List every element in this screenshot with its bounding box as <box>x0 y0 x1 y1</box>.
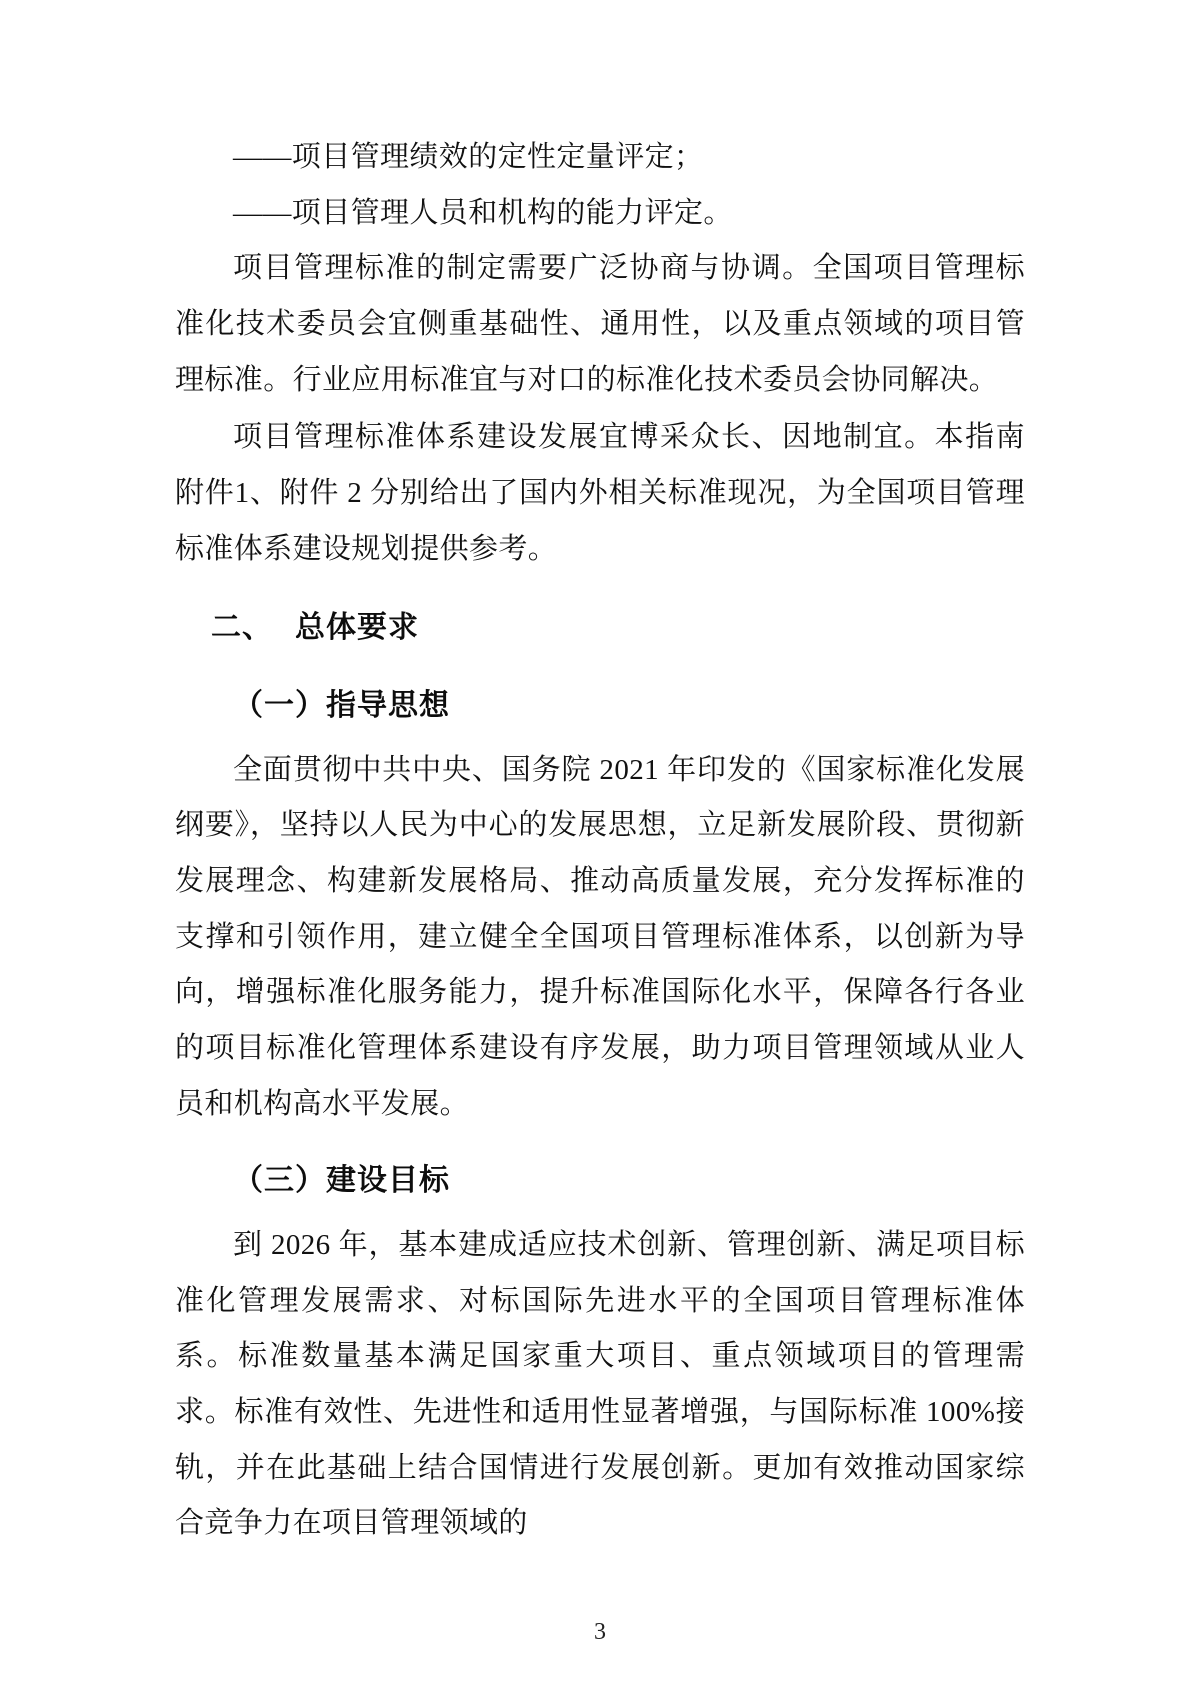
list-item-dash-2: ——项目管理人员和机构的能力评定。 <box>233 196 733 229</box>
subsection-heading-construction-goals: （三）建设目标 <box>233 1163 450 1199</box>
section-heading-overall-requirements <box>175 599 1025 657</box>
paragraph-guiding-ideology-body: 全面贯彻中共中央、国务院 2021 年印发的《国家标准化发展纲要》，坚持以人民为中心的发展思想，立足新发展阶段、贯彻新发展理念、构建新发展格局、推动高质量发展，充分发挥标准的支撑和引领作用，建立健全全国项目管理标准体系，以创新为导向，增强标准化服务能力，提升标准国际化水平，保障各行各业的项目标准化管理体系建设有序发展，助力项目管理领域从业人员和机构高水平发展。 <box>175 753 1025 1120</box>
paragraph-construction-goals-body: 到 2026 年，基本建成适应技术创新、管理创新、满足项目标准化管理发展需求、对标国际先进水平的全国项目管理标准体系。标准数量基本满足国家重大项目、重点领域项目的管理需求。标准有效性、先进性和适用性显著增强，与国际标准 100%接轨，并在此基础上结合国情进行发展创新。更加有效推动国家综合竞争力在项目管理领域的 <box>175 1228 1025 1540</box>
section-number: 二、 <box>211 610 273 646</box>
section-heading-text: 总体要求 <box>295 610 419 646</box>
paragraph-standards-consultation: 项目管理标准的制定需要广泛协商与协调。全国项目管理标准化技术委员会宜侧重基础性、通用性，以及重点领域的项目管理标准。行业应用标准宜与对口的标准化技术委员会协同解决。 <box>175 252 1025 396</box>
page-number: 3 <box>594 1619 606 1645</box>
paragraph-standards-system-development: 项目管理标准体系建设发展宜博采众长、因地制宜。本指南附件1、附件 2 分别给出了国内外相关标准现况，为全国项目管理标准体系建设规划提供参考。 <box>175 421 1025 565</box>
subsection-heading-guiding-ideology: （一）指导思想 <box>233 687 450 723</box>
list-item-dash-1: ——项目管理绩效的定性定量评定； <box>233 141 704 173</box>
document-body <box>175 130 1025 1552</box>
